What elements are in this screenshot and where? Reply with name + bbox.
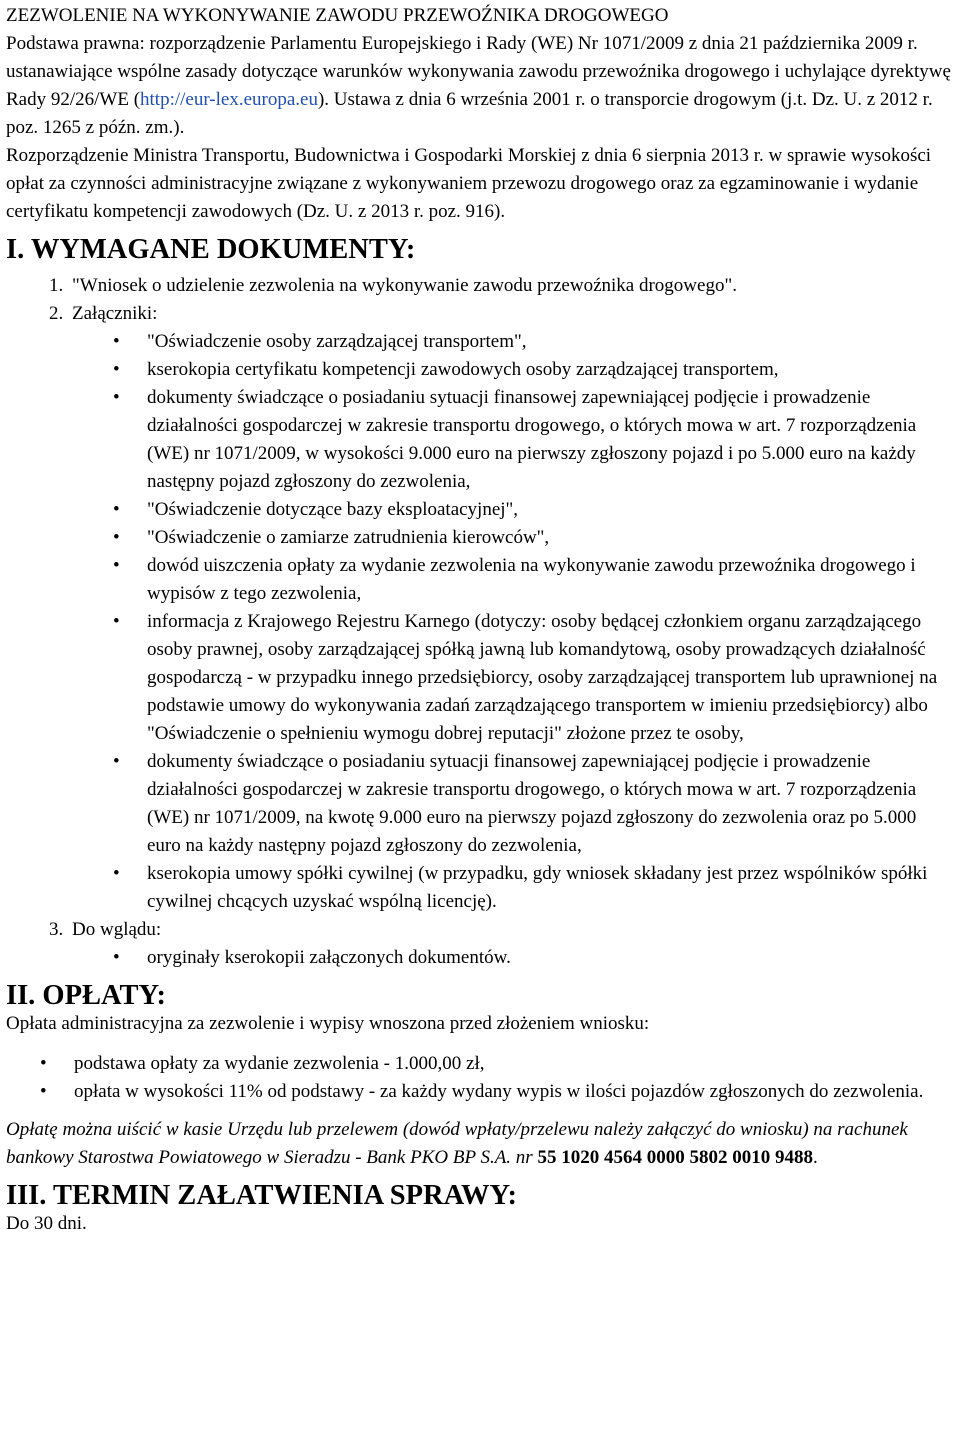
legal-basis-paragraph bbox=[6, 30, 954, 142]
list-item-text: "Wniosek o udzielenie zezwolenia na wykonywanie zawodu przewoźnika drogowego". bbox=[72, 275, 737, 296]
list-item-inspection bbox=[68, 916, 954, 972]
eur-lex-link[interactable]: http://eur-lex.europa.eu bbox=[140, 89, 318, 110]
attachment-item: • dokumenty świadczące o posiadaniu sytuacji finansowej zapewniającej podjęcie i prowadzenie działalności gospodarczej w zakresie transportu drogowego, o których mowa w art. 7 rozporządzenia (WE) nr 1071/2009, na kwotę 9.000 euro na pierwszy pojazd zgłoszony do zezwolenia oraz po 5.000 euro na każdy następny pojazd zgłoszony do zezwolenia, bbox=[147, 748, 954, 860]
payment-text: Opłatę można uiścić w kasie Urzędu lub przelewem (dowód wpłaty/przelewu należy załączyć do wniosku) na rachunek bankowy Starostwa Powiatowego w Sieradzu - Bank PKO BP S.A. nr bbox=[6, 1119, 908, 1168]
deadline-text: Do 30 dni. bbox=[6, 1213, 87, 1234]
attachment-item: • kserokopia umowy spółki cywilnej (w przypadku, gdy wniosek składany jest przez wspólników spółki cywilnej chcących uzyskać wspólną licencję). bbox=[147, 860, 954, 916]
payment-paragraph bbox=[6, 1116, 954, 1172]
inspection-item: • oryginały kserokopii załączonych dokumentów. bbox=[147, 944, 954, 972]
fees-intro: Opłata administracyjna za zezwolenie i wypisy wnoszona przed złożeniem wniosku: bbox=[6, 1013, 650, 1034]
inspection-list bbox=[72, 944, 954, 972]
attachment-item: • "Oświadczenie dotyczące bazy eksploatacyjnej", bbox=[147, 496, 954, 524]
attachment-item: • dokumenty świadczące o posiadaniu sytuacji finansowej zapewniającej podjęcie i prowadzenie działalności gospodarczej w zakresie transportu drogowego, o których mowa w art. 7 rozporządzenia (WE) nr 1071/2009, w wysokości 9.000 euro na pierwszy zgłoszony pojazd i po 5.000 euro na każdy następny pojazd zgłoszony do zezwolenia, bbox=[147, 384, 954, 496]
bank-account-number: 55 1020 4564 0000 5802 0010 9488 bbox=[537, 1147, 813, 1168]
section-heading-fees: II. OPŁATY: bbox=[6, 980, 166, 1011]
legal-basis-text: Podstawa prawna: rozporządzenie Parlamentu Europejskiego i Rady (WE) Nr 1071/2009 z dnia 21 października 2009 r. ustanawiające wspólne zasady dotyczące warunków wykonywania zawodu przewoźnika drogowego i uchylające dyrektywę Rady 92/26/WE ( bbox=[6, 33, 951, 110]
regulation-paragraph: Rozporządzenie Ministra Transportu, Budownictwa i Gospodarki Morskiej z dnia 6 sierpnia 2013 r. w sprawie wysokości opłat za czynności administracyjne związane z wykonywaniem przewozu drogowego oraz za egzaminowanie i wydanie certyfikatu kompetencji zawodowych (Dz. U. z 2013 r. poz. 916). bbox=[6, 145, 932, 222]
payment-end: . bbox=[812, 1147, 818, 1168]
fee-item: • podstawa opłaty za wydanie zezwolenia - 1.000,00 zł, bbox=[74, 1050, 954, 1078]
required-documents-list bbox=[6, 272, 954, 972]
list-item-text: Załączniki: bbox=[72, 303, 158, 324]
document-title: ZEZWOLENIE NA WYKONYWANIE ZAWODU PRZEWOŹNIKA DROGOWEGO bbox=[6, 5, 669, 26]
attachment-item: • kserokopia certyfikatu kompetencji zawodowych osoby zarządzającej transportem, bbox=[147, 356, 954, 384]
attachment-item: • "Oświadczenie osoby zarządzającej transportem", bbox=[147, 328, 954, 356]
list-item-text: Do wglądu: bbox=[72, 919, 162, 940]
section-heading-documents: I. WYMAGANE DOKUMENTY: bbox=[6, 234, 416, 265]
list-item-attachments bbox=[68, 300, 954, 916]
attachment-item: • "Oświadczenie o zamiarze zatrudnienia kierowców", bbox=[147, 524, 954, 552]
list-item-application bbox=[68, 272, 954, 300]
fee-item: • opłata w wysokości 11% od podstawy - za każdy wydany wypis w ilości pojazdów zgłoszonych do zezwolenia. bbox=[74, 1078, 954, 1106]
section-heading-deadline: III. TERMIN ZAŁATWIENIA SPRAWY: bbox=[6, 1180, 518, 1211]
fees-list bbox=[6, 1050, 954, 1106]
attachment-item: • informacja z Krajowego Rejestru Karnego (dotyczy: osoby będącej członkiem organu zarządzającego osoby prawnej, osoby zarządzającej spółką jawną lub komandytową, osoby prowadzących działalność gospodarczą - w przypadku innego przedsiębiorcy, osoby zarządzającej transportem lub uprawnionej na podstawie umowy do wykonywania zadań zarządzającego transportem w imieniu przedsiębiorcy) albo "Oświadczenie o spełnieniu wymogu dobrej reputacji" złożone przez te osoby, bbox=[147, 608, 954, 748]
attachments-list bbox=[72, 328, 954, 916]
attachment-item: • dowód uiszczenia opłaty za wydanie zezwolenia na wykonywanie zawodu przewoźnika drogowego i wypisów z tego zezwolenia, bbox=[147, 552, 954, 608]
legal-basis-text-end: ). Ustawa z dnia 6 września 2001 r. o transporcie drogowym (j.t. Dz. U. z 2012 r. poz. 1265 z późn. zm.). bbox=[6, 89, 933, 138]
